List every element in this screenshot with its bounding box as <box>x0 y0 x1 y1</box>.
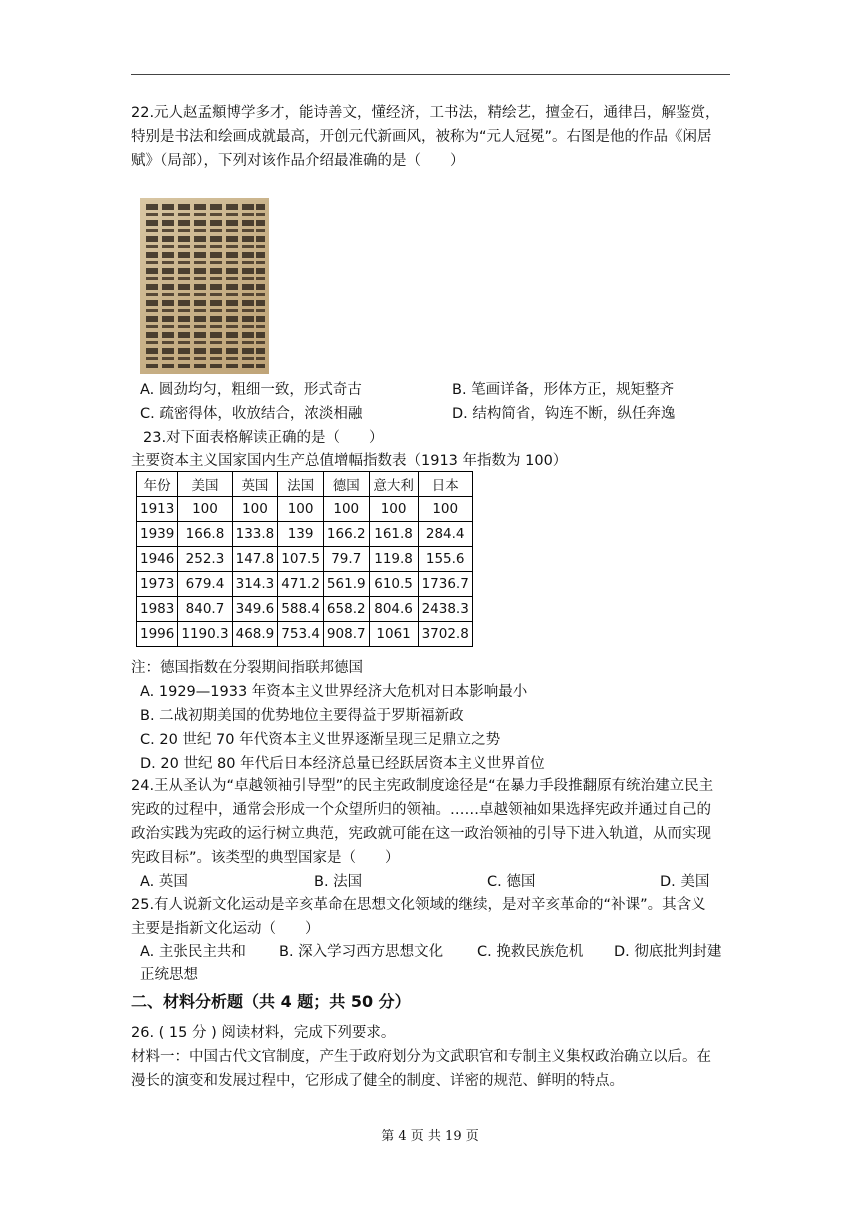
q25-option-d-continued: 正统思想 <box>140 967 198 983</box>
q23-option-c[interactable]: C. 20 世纪 70 年代资本主义世界逐渐呈现三足鼎立之势 <box>140 732 501 748</box>
table-cell: 658.2 <box>323 597 369 622</box>
q25-option-a[interactable]: A. 主张民主共和 <box>140 944 246 960</box>
table-cell: 100 <box>232 497 278 522</box>
q26-stem: 26. ( 15 分 ) 阅读材料，完成下列要求。 <box>131 1025 396 1041</box>
table-header-cell: 英国 <box>232 472 278 497</box>
table-cell: 166.2 <box>323 522 369 547</box>
table-header-cell: 法国 <box>278 472 324 497</box>
q23-option-a[interactable]: A. 1929—1933 年资本主义世界经济大危机对日本影响最小 <box>140 684 528 700</box>
table-cell: 107.5 <box>278 547 324 572</box>
table-cell: 100 <box>323 497 369 522</box>
table-cell: 1996 <box>137 622 178 647</box>
q22-stem-line1: 22.元人赵孟頫博学多才，能诗善文，懂经济，工书法，精绘艺，擅金石，通律吕，解鉴赏， <box>131 105 720 121</box>
table-cell: 2438.3 <box>418 597 472 622</box>
q22-option-a[interactable]: A. 圆劲均匀，粗细一致，形式奇古 <box>140 382 362 398</box>
table-header-row <box>137 472 473 497</box>
q25-line1: 25.有人说新文化运动是辛亥革命在思想文化领域的继续，是对辛亥革命的“补课”。其含义 <box>131 897 706 913</box>
table-row <box>137 597 473 622</box>
table-cell: 139 <box>278 522 324 547</box>
table-cell: 284.4 <box>418 522 472 547</box>
page-footer: 第 4 页 共 19 页 <box>381 1129 479 1144</box>
q23-table-title: 主要资本主义国家国内生产总值增幅指数表（1913 年指数为 100） <box>131 453 568 469</box>
q25-option-c[interactable]: C. 挽救民族危机 <box>477 944 584 960</box>
q22-option-d[interactable]: D. 结构简省，钩连不断，纵任奔逸 <box>452 406 676 422</box>
q25-option-b[interactable]: B. 深入学习西方思想文化 <box>279 944 444 960</box>
table-cell: 610.5 <box>369 572 418 597</box>
table-cell: 161.8 <box>369 522 418 547</box>
table-cell: 753.4 <box>278 622 324 647</box>
q22-stem-line2: 特别是书法和绘画成就最高，开创元代新画风，被称为“元人冠冕”。右图是他的作品《闲居 <box>131 129 712 145</box>
table-cell: 1190.3 <box>178 622 232 647</box>
q26-material-line1: 材料一：中国古代文官制度，产生于政府划分为文武职官和专制主义集权政治确立以后。在 <box>131 1049 711 1065</box>
table-cell: 1973 <box>137 572 178 597</box>
table-row <box>137 497 473 522</box>
table-cell: 1913 <box>137 497 178 522</box>
q24-option-b[interactable]: B. 法国 <box>314 874 363 890</box>
q24-option-d[interactable]: D. 美国 <box>660 874 710 890</box>
table-cell: 100 <box>278 497 324 522</box>
table-cell: 314.3 <box>232 572 278 597</box>
q24-option-c[interactable]: C. 德国 <box>487 874 536 890</box>
table-cell: 133.8 <box>232 522 278 547</box>
table-cell: 155.6 <box>418 547 472 572</box>
table-row <box>137 547 473 572</box>
q22-option-c[interactable]: C. 疏密得体，收放结合，浓淡相融 <box>140 406 363 422</box>
table-header-cell: 德国 <box>323 472 369 497</box>
table-header-cell: 日本 <box>418 472 472 497</box>
table-cell: 79.7 <box>323 547 369 572</box>
table-cell: 1939 <box>137 522 178 547</box>
table-cell: 679.4 <box>178 572 232 597</box>
header-rule <box>131 74 730 75</box>
table-cell: 908.7 <box>323 622 369 647</box>
q23-stem: 23.对下面表格解读正确的是（ ） <box>143 430 384 446</box>
table-cell: 1946 <box>137 547 178 572</box>
table-header-cell: 年份 <box>137 472 178 497</box>
q24-option-a[interactable]: A. 英国 <box>140 874 188 890</box>
q24-line3: 政治实践为宪政的运行树立典范，宪政就可能在这一政治领袖的引导下进入轨道，从而实现 <box>131 826 711 842</box>
table-cell: 3702.8 <box>418 622 472 647</box>
q25-option-d[interactable]: D. 彻底批判封建 <box>614 944 722 960</box>
calligraphy-image <box>140 198 269 374</box>
table-cell: 1736.7 <box>418 572 472 597</box>
table-cell: 561.9 <box>323 572 369 597</box>
table-cell: 471.2 <box>278 572 324 597</box>
table-row <box>137 522 473 547</box>
table-row <box>137 572 473 597</box>
table-cell: 349.6 <box>232 597 278 622</box>
table-header-cell: 美国 <box>178 472 232 497</box>
table-cell: 1061 <box>369 622 418 647</box>
q26-material-line2: 漫长的演变和发展过程中，它形成了健全的制度、详密的规范、鲜明的特点。 <box>131 1073 624 1089</box>
table-row <box>137 622 473 647</box>
table-cell: 100 <box>369 497 418 522</box>
q25-line2: 主要是指新文化运动（ ） <box>131 921 320 937</box>
table-cell: 1983 <box>137 597 178 622</box>
table-header-cell: 意大利 <box>369 472 418 497</box>
table-cell: 840.7 <box>178 597 232 622</box>
q24-line4: 宪政目标”。该类型的典型国家是（ ） <box>131 850 400 866</box>
gdp-index-table <box>136 471 473 647</box>
table-cell: 804.6 <box>369 597 418 622</box>
table-cell: 166.8 <box>178 522 232 547</box>
table-cell: 100 <box>178 497 232 522</box>
table-cell: 147.8 <box>232 547 278 572</box>
q22-stem-line3: 赋》（局部），下列对该作品介绍最准确的是（ ） <box>131 153 465 169</box>
q24-line1: 24.王从圣认为“卓越领袖引导型”的民主宪政制度途径是“在暴力手段推翻原有统治建立民主 <box>131 778 714 794</box>
q23-note: 注：德国指数在分裂期间指联邦德国 <box>131 660 363 676</box>
table-cell: 252.3 <box>178 547 232 572</box>
q22-option-b[interactable]: B. 笔画详备，形体方正，规矩整齐 <box>452 382 675 398</box>
q23-option-b[interactable]: B. 二战初期美国的优势地位主要得益于罗斯福新政 <box>140 708 464 724</box>
table-cell: 119.8 <box>369 547 418 572</box>
q23-option-d[interactable]: D. 20 世纪 80 年代后日本经济总量已经跃居资本主义世界首位 <box>140 756 545 772</box>
table-cell: 100 <box>418 497 472 522</box>
section-heading: 二、材料分析题（共 4 题；共 50 分） <box>131 992 411 1011</box>
table-cell: 588.4 <box>278 597 324 622</box>
table-cell: 468.9 <box>232 622 278 647</box>
q24-line2: 宪政的过程中，通常会形成一个众望所归的领袖。……卓越领袖如果选择宪政并通过自己的 <box>131 802 711 818</box>
